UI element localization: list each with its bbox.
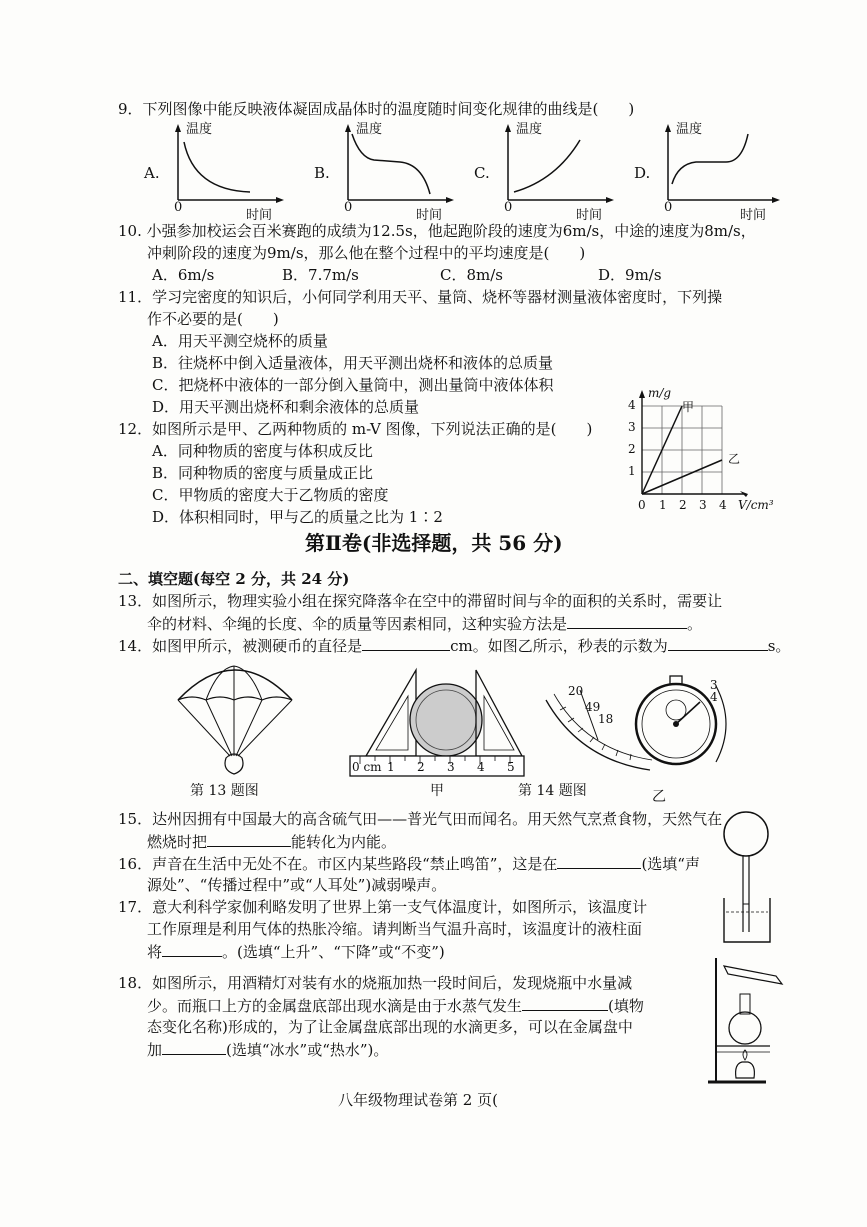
q15-line1: 15．达州因拥有中国最大的高含硫气田——普光气田而闻名。用天然气烹煮食物，天然气在 — [118, 810, 723, 828]
q18-answer-blank-2[interactable] — [162, 1038, 226, 1055]
ruler-tick-1: 1 — [387, 760, 395, 774]
q9-graph-a-xlabel: 时间 — [246, 208, 273, 223]
q9-option-c-label: C. — [474, 164, 490, 182]
q9-graph-c-origin: 0 — [504, 200, 513, 215]
page-footer: 八年级物理试卷第 2 页( — [338, 1091, 498, 1109]
q9-graph-d-origin: 0 — [664, 200, 673, 215]
q18-text-d: (选填“冰水”或“热水”)。 — [226, 1041, 389, 1059]
q9-graph-b-origin: 0 — [344, 200, 353, 215]
gas-thermometer-figure — [718, 808, 778, 948]
fig14-caption: 第 14 题图 — [518, 783, 587, 799]
q12-ytick-4: 4 — [628, 398, 636, 412]
q10-line2: 冲刺阶段的速度为9m/s，那么他在整个过程中的平均速度是( ) — [147, 244, 586, 262]
q16-line2: 源处”、“传播过程中”或“人耳处”)减弱噪声。 — [147, 876, 447, 894]
ruler-tick-2: 2 — [417, 760, 425, 774]
q17-text-a: 将 — [147, 943, 163, 961]
q9-graph-c-ylabel: 温度 — [516, 122, 543, 137]
q15-answer-blank[interactable] — [207, 830, 291, 847]
fig14-yi-label: 乙 — [652, 789, 666, 805]
q16-text-a: 16．声音在生活中无处不在。市区内某些路段“禁止鸣笛”，这是在 — [118, 855, 558, 873]
q14-text-a: 14．如图甲所示，被测硬币的直径是 — [118, 637, 363, 655]
q13-line1: 13．如图所示，物理实验小组在探究降落伞在空中的滞留时间与伞的面积的关系时，需要让 — [118, 592, 723, 610]
q9-option-a-label: A. — [144, 164, 160, 182]
q12-mv-graph — [618, 388, 798, 520]
q9-graph-c — [470, 118, 630, 223]
q12-xtick-1: 1 — [659, 498, 667, 512]
q9-graph-a-ylabel: 温度 — [186, 122, 213, 137]
q10-option-b: B．7.7m/s — [282, 266, 359, 284]
q12-ytick-1: 1 — [628, 464, 636, 478]
q9-stem: 9．下列图像中能反映液体凝固成晶体时的温度随时间变化规律的曲线是( ) — [118, 100, 635, 118]
q10-option-a: A．6m/s — [152, 266, 215, 284]
q18-answer-blank-1[interactable] — [522, 994, 608, 1011]
q11-option-a: A．用天平测空烧杯的质量 — [152, 332, 328, 350]
q13-line2-wrap — [147, 612, 702, 635]
watch-outer-18: 18 — [598, 712, 614, 726]
q9-option-b-label: B. — [314, 164, 330, 182]
q16-text-b: (选填“声 — [641, 855, 700, 873]
q11-option-b: B．往烧杯中倒入适量液体，用天平测出烧杯和液体的总质量 — [152, 354, 554, 372]
q14-stopwatch-blank[interactable] — [668, 634, 768, 651]
q10-option-c: C．8m/s — [440, 266, 503, 284]
q9-graph-c-xlabel: 时间 — [576, 208, 603, 223]
q11-line1: 11．学习完密度的知识后，小何同学利用天平、量筒、烧杯等器材测量液体密度时，下列操 — [118, 288, 723, 306]
q15-text-b: 能转化为内能。 — [291, 833, 397, 851]
q18-line2 — [147, 994, 644, 1017]
q9-graph-b-xlabel: 时间 — [416, 208, 443, 223]
q18-line1: 18．如图所示，用酒精灯对装有水的烧瓶加热一段时间后，发现烧瓶中水量减 — [118, 974, 633, 992]
section2-part: 二、填空题(每空 2 分，共 24 分) — [118, 570, 350, 588]
q10-option-d: D．9m/s — [598, 266, 662, 284]
q13-answer-blank[interactable] — [567, 612, 687, 629]
q16-line1 — [118, 852, 700, 875]
q10-line1: 10. 小强参加校运会百米赛跑的成绩为12.5s，他起跑阶段的速度为6m/s，中途的速度为8m/s， — [118, 222, 756, 240]
section2-title: 第Ⅱ卷(非选择题，共 56 分) — [305, 531, 563, 555]
q17-answer-blank[interactable] — [162, 940, 222, 957]
q14-line — [118, 634, 790, 657]
q9-graph-a-origin: 0 — [174, 200, 183, 215]
q12-xlabel: V/cm³ — [738, 498, 774, 512]
ruler-tick-4: 4 — [477, 760, 485, 774]
q9-graph-b — [310, 118, 470, 223]
q16-answer-blank[interactable] — [557, 852, 641, 869]
fig14-jia-label: 甲 — [430, 783, 444, 799]
q18-text-b: (填物 — [608, 997, 644, 1015]
ruler-unit: 0 cm — [352, 760, 382, 774]
q17-line1: 17．意大利科学家伽利略发明了世界上第一支气体温度计，如图所示，该温度计 — [118, 898, 648, 916]
ruler-tick-3: 3 — [447, 760, 455, 774]
q9-graph-d-svg — [630, 118, 800, 218]
q17-line2: 工作原理是利用气体的热胀冷缩。请判断当气温升高时，该温度计的液柱面 — [147, 920, 643, 938]
q9-graph-d — [630, 118, 800, 223]
q12-xtick-4: 4 — [719, 498, 727, 512]
q12-xtick-3: 3 — [699, 498, 707, 512]
q15-line2 — [147, 830, 396, 853]
q12-stem: 12．如图所示是甲、乙两种物质的 m-V 图像，下列说法正确的是( ) — [118, 420, 593, 438]
watch-outer-20: 20 — [568, 684, 584, 698]
q9-graph-d-xlabel: 时间 — [740, 208, 767, 223]
q12-ytick-3: 3 — [628, 420, 636, 434]
q18-line4 — [147, 1038, 388, 1061]
q18-text-a: 少。而瓶口上方的金属盘底部出现水滴是由于水蒸气发生 — [147, 997, 523, 1015]
q13-line2: 伞的材料、伞绳的长度、伞的质量等因素相同，这种实验方法是 — [147, 615, 568, 633]
fig13-caption: 第 13 题图 — [190, 783, 259, 799]
q17-text-b: 。(选填“上升”、“下降”或“不变”) — [222, 943, 445, 961]
q9-option-d-label: D. — [634, 164, 651, 182]
q9-graph-b-svg — [310, 118, 470, 218]
ruler-tick-5: 5 — [507, 760, 515, 774]
q15-text-a: 燃烧时把 — [147, 833, 208, 851]
q11-line2: 作不必要的是( ) — [147, 310, 279, 328]
q12-option-c: C．甲物质的密度大于乙物质的密度 — [152, 486, 389, 504]
q12-option-a: A．同种物质的密度与体积成反比 — [152, 442, 373, 460]
q12-option-b: B．同种物质的密度与质量成正比 — [152, 464, 374, 482]
q12-xtick-0: 0 — [638, 498, 646, 512]
q12-series-jia: 甲 — [682, 400, 695, 414]
q17-line3 — [147, 940, 445, 963]
q9-graph-b-ylabel: 温度 — [356, 122, 383, 137]
q11-option-c: C．把烧杯中液体的一部分倒入量筒中，测出量筒中液体体积 — [152, 376, 554, 394]
parachute-figure — [170, 660, 300, 780]
watch-inner-4: 4 — [710, 690, 718, 704]
q9-graph-c-svg — [470, 118, 630, 218]
watch-outer-49: 49 — [585, 700, 601, 714]
q12-ytick-2: 2 — [628, 442, 636, 456]
q11-option-d: D．用天平测出烧杯和剩余液体的总质量 — [152, 398, 420, 416]
watch-inner-3: 3 — [710, 678, 718, 692]
q14-text-b: cm。如图乙所示，秒表的示数为 — [450, 637, 668, 655]
q18-text-c: 加 — [147, 1041, 163, 1059]
flask-heating-figure — [706, 952, 786, 1092]
q12-option-d: D．体积相同时，甲与乙的质量之比为 1∶2 — [152, 508, 443, 526]
q12-ylabel: m/g — [648, 386, 672, 400]
q14-text-c: s。 — [767, 637, 791, 655]
q18-line3: 态变化名称)形成的，为了让金属盘底部出现的水滴更多，可以在金属盘中 — [147, 1018, 633, 1036]
q9-graph-a — [140, 118, 300, 223]
q12-series-yi: 乙 — [728, 452, 741, 466]
q14-diameter-blank[interactable] — [362, 634, 450, 651]
q9-graph-a-svg — [140, 118, 300, 218]
q13-end: 。 — [687, 615, 703, 633]
q12-xtick-2: 2 — [679, 498, 687, 512]
q9-graph-d-ylabel: 温度 — [676, 122, 703, 137]
